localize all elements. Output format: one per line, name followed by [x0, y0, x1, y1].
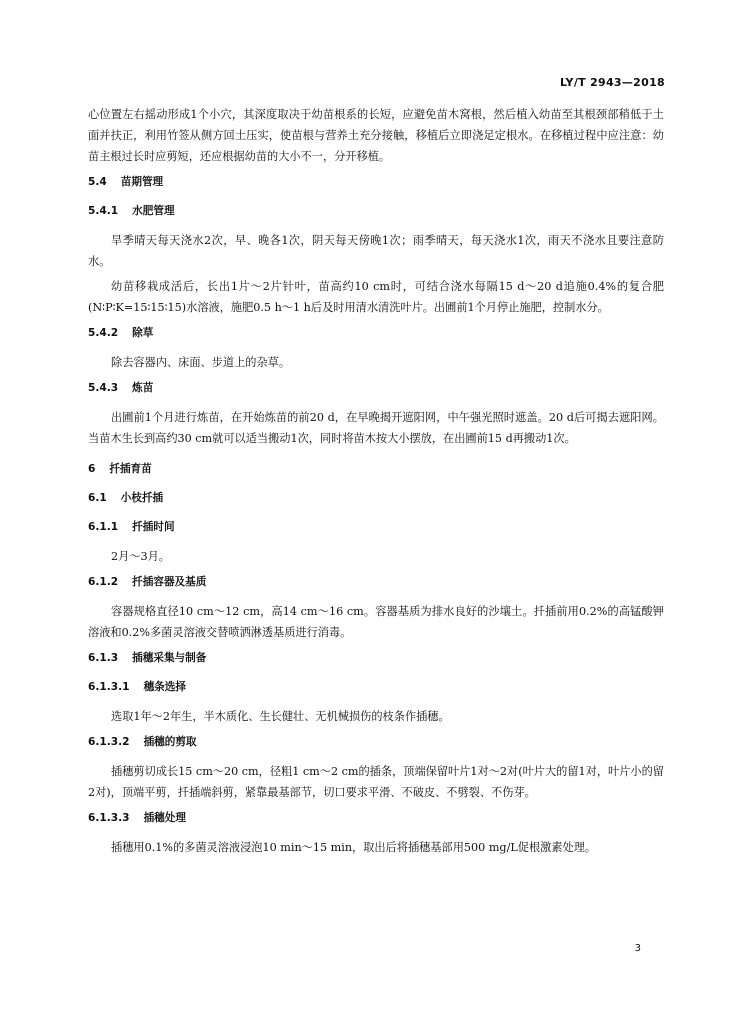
- section-number: 5.4.1: [88, 205, 119, 217]
- paragraph: 容器规格直径10 cm～12 cm，高14 cm～16 cm。容器基质为排水良好的沙壤土。扦插前用0.2%的高锰酸钾溶液和0.2%多菌灵溶液交替喷洒淋透基质进行消毒。: [88, 605, 664, 639]
- section-number: 5.4.2: [88, 327, 119, 339]
- section-number: 6: [88, 463, 96, 475]
- paragraph: 旱季晴天每天浇水2次，早、晚各1次，阴天每天傍晚1次；雨季晴天，每天浇水1次，雨天不浇水且要注意防水。: [88, 234, 664, 268]
- section-heading: [88, 808, 664, 829]
- section-heading: [88, 517, 664, 538]
- section-title: 扦插时间: [132, 521, 175, 533]
- paragraph: 出圃前1个月进行炼苗，在开始炼苗的前20 d，在早晚揭开遮阳网，中午强光照时遮盖。20 d后可揭去遮阳网。当苗木生长到高约30 cm就可以适当搬动1次，同时将苗木按大小摆放，在出圃前15 d再搬动1次。: [88, 411, 664, 445]
- section-number: 6.1.2: [88, 576, 119, 588]
- paragraph: 心位置左右摇动形成1个小穴，其深度取决于幼苗根系的长短，应避免苗木窝根，然后植入幼苗至其根颈部稍低于土面并扶正，利用竹签从侧方回土压实，使苗根与营养土充分接触，移植后立即浇足定根水。在移植过程中应注意：幼苗主根过长时应剪短，还应根据幼苗的大小不一，分开移植。: [88, 108, 664, 163]
- section-heading: [88, 648, 664, 669]
- section-number: 6.1.3.1: [88, 681, 130, 693]
- section-title: 插穗的剪取: [143, 736, 197, 748]
- section-heading: [88, 323, 664, 344]
- section-title: 水肥管理: [132, 205, 175, 217]
- section-heading: [88, 488, 664, 509]
- paragraph: 插穗剪切成长15 cm～20 cm，径粗1 cm～2 cm的插条，顶端保留叶片1对～2对(叶片大的留1对，叶片小的留2对)，顶端平剪，扦插端斜剪，紧靠最基部节，切口要求平滑、不破皮、不劈裂、不伤芽。: [88, 765, 664, 799]
- section-heading: [88, 732, 664, 753]
- section-heading: [88, 201, 664, 222]
- page-number: 3: [634, 943, 641, 954]
- document-body: [88, 104, 664, 862]
- section-number: 6.1.3.3: [88, 812, 130, 824]
- section-number: 6.1.3.2: [88, 736, 130, 748]
- section-title: 扦插育苗: [109, 463, 152, 475]
- section-title: 小枝扦插: [120, 492, 164, 504]
- paragraph: 幼苗移栽成活后，长出1片～2片针叶，苗高约10 cm时，可结合浇水每隔15 d～20 d追施0.4%的复合肥(N∶P∶K=15∶15∶15)水溶液，施肥0.5 h～1 h后及时用清水清洗叶片。出圃前1个月停止施肥，控制水分。: [88, 280, 664, 314]
- section-number: 6.1: [88, 492, 107, 504]
- paragraph: 除去容器内、床面、步道上的杂草。: [111, 356, 291, 369]
- section-number: 6.1.3: [88, 652, 119, 664]
- section-heading: [88, 572, 664, 593]
- section-number: 5.4.3: [88, 382, 119, 394]
- section-number: 5.4: [88, 176, 107, 188]
- section-number: 6.1.1: [88, 521, 119, 533]
- paragraph: 选取1年～2年生，半木质化、生长健壮、无机械损伤的枝条作插穗。: [111, 710, 450, 723]
- section-title: 炼苗: [132, 382, 154, 394]
- section-heading: [88, 677, 664, 698]
- section-title: 插穗处理: [143, 812, 186, 824]
- section-title: 除草: [132, 327, 154, 339]
- section-heading: [88, 459, 664, 480]
- section-heading: [88, 172, 664, 193]
- standard-code: LY/T 2943—2018: [559, 76, 665, 89]
- section-heading: [88, 378, 664, 399]
- section-title: 苗期管理: [120, 176, 164, 188]
- paragraph: 插穗用0.1%的多菌灵溶液浸泡10 min～15 min，取出后将插穗基部用500 mg/L促根激素处理。: [111, 841, 597, 854]
- section-title: 穗条选择: [143, 681, 186, 693]
- section-title: 插穗采集与制备: [132, 652, 207, 664]
- paragraph: 2月～3月。: [111, 550, 170, 563]
- section-title: 扦插容器及基质: [132, 576, 207, 588]
